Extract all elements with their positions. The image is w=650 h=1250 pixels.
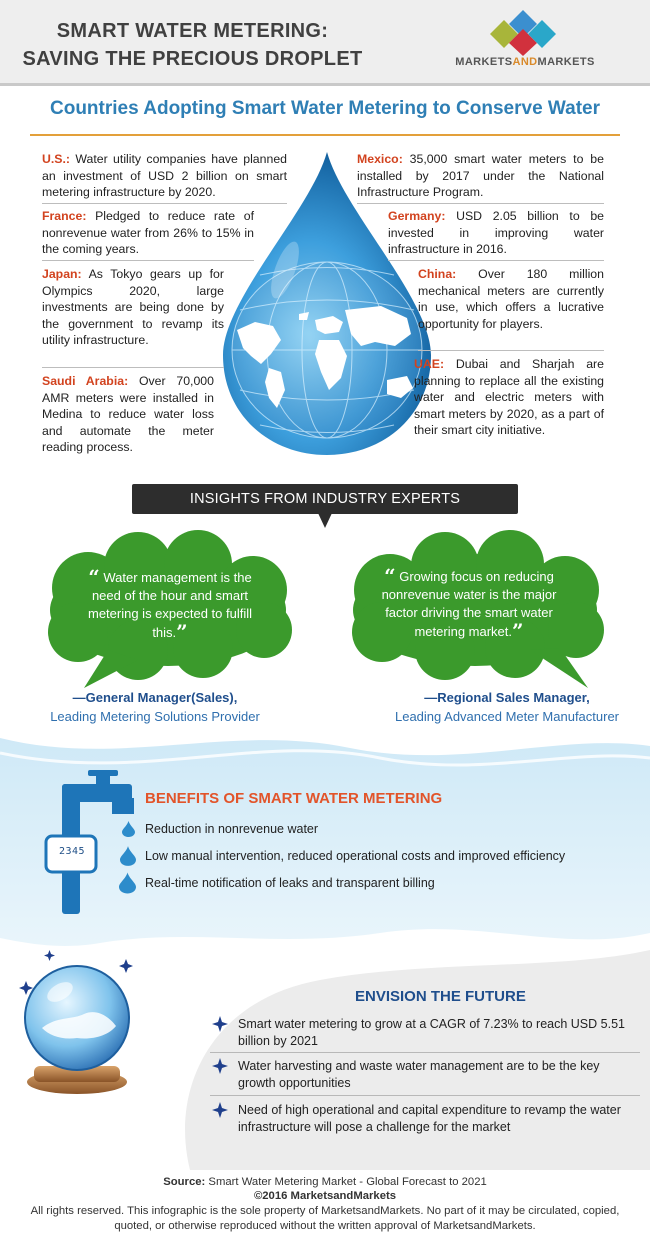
benefit-item: Real-time notification of leaks and transparent billing	[145, 876, 435, 890]
open-quote-icon: “	[88, 565, 100, 589]
future-divider	[210, 1095, 640, 1096]
section-subtitle: Countries Adopting Smart Water Metering to Conserve Water	[50, 98, 600, 119]
country-uae: UAE: Dubai and Sharjah are planning to replace all the existing water and electric meters with smart meters by 2020, as a part of their smart city initiative.	[414, 357, 604, 437]
insights-heading: INSIGHTS FROM INDUSTRY EXPERTS	[132, 484, 518, 514]
country-mexico: Mexico: 35,000 smart water meters to be installed by 2017 under the National Infrastructure Program.	[357, 152, 604, 199]
open-quote-icon: “	[384, 564, 396, 588]
brand-logo-icon	[478, 8, 568, 56]
country-divider	[418, 350, 604, 351]
future-item: Smart water metering to grow at a CAGR of 7.23% to reach USD 5.51 billion by 2021	[238, 1017, 625, 1048]
expert-quote-2: “ Growing focus on reducing nonrevenue water is the major factor driving the smart water metering market.”	[381, 564, 557, 643]
water-drop-icon	[119, 872, 136, 894]
benefit-item: Reduction in nonrevenue water	[145, 822, 319, 836]
country-saudi-arabia: Saudi Arabia: Over 70,000 AMR meters were installed in Medina to reduce water loss and automate the meter reading process.	[42, 374, 214, 454]
meter-reading: 2345	[58, 846, 86, 857]
subtitle-divider	[30, 134, 620, 136]
sparkle-bullet-icon	[212, 1102, 228, 1118]
future-divider	[210, 1052, 640, 1053]
water-drop-icon	[122, 821, 135, 837]
footer-source: Source: Smart Water Metering Market - Global Forecast to 2021	[163, 1176, 487, 1188]
crystal-ball-icon	[12, 948, 142, 1098]
water-drop-icon	[120, 846, 136, 866]
quote2-attribution-title: —Regional Sales Manager,	[424, 690, 590, 705]
future-item: Water harvesting and waste water management are to be the key growth opportunities	[238, 1059, 600, 1090]
benefits-title: BENEFITS OF SMART WATER METERING	[145, 790, 443, 807]
quote2-attribution-org: Leading Advanced Meter Manufacturer	[394, 709, 620, 724]
expert-quote-1: “ Water management is the need of the hour and smart metering is expected to fulfill this.”	[87, 565, 253, 644]
quote1-attribution-title: —General Manager(Sales),	[72, 690, 238, 705]
country-divider	[357, 203, 604, 204]
heading-pointer	[318, 513, 332, 529]
country-divider	[42, 203, 287, 204]
sparkle-bullet-icon	[212, 1016, 228, 1032]
country-us: U.S.: Water utility companies have planned an investment of USD 2 billion on smart metering infrastructure by 2020.	[42, 152, 288, 199]
sparkle-bullet-icon	[212, 1058, 228, 1074]
future-title: ENVISION THE FUTURE	[355, 988, 526, 1005]
brand-name: MARKETSANDMARKETS	[455, 56, 595, 68]
benefit-item: Low manual intervention, reduced operational costs and improved efficiency	[145, 849, 566, 863]
country-france: France: Pledged to reduce rate of nonrevenue water from 26% to 15% in the coming years.	[42, 209, 254, 256]
country-divider	[388, 260, 604, 261]
quote1-attribution-org: Leading Metering Solutions Provider	[50, 709, 260, 724]
country-germany: Germany: USD 2.05 billion to be invested in improving water infrastructure in 2016.	[388, 209, 604, 256]
main-title-line2: SAVING THE PRECIOUS DROPLET	[22, 48, 363, 70]
country-divider	[42, 260, 254, 261]
country-divider	[42, 367, 224, 368]
country-china: China: Over 180 million mechanical meters are currently in use, which offers a lucrative opportunity for players.	[418, 267, 604, 331]
close-quote-icon: ”	[512, 619, 524, 643]
close-quote-icon: ”	[176, 620, 188, 644]
future-item: Need of high operational and capital expenditure to revamp the water infrastructure will pose a challenge for the market	[238, 1103, 621, 1134]
country-japan: Japan: As Tokyo gears up for Olympics 2020, large investments are being done by the government to revamp its utility infrastructure.	[42, 267, 224, 347]
footer-rights: All rights reserved. This infographic is the sole property of MarketsandMarkets. No part of it may be circulated, copied, quoted, or otherwise reproduced without the written approval of MarketsandMarkets.	[30, 1205, 620, 1232]
main-title-line1: SMART WATER METERING:	[56, 20, 329, 42]
footer-copyright: ©2016 MarketsandMarkets	[253, 1190, 397, 1202]
